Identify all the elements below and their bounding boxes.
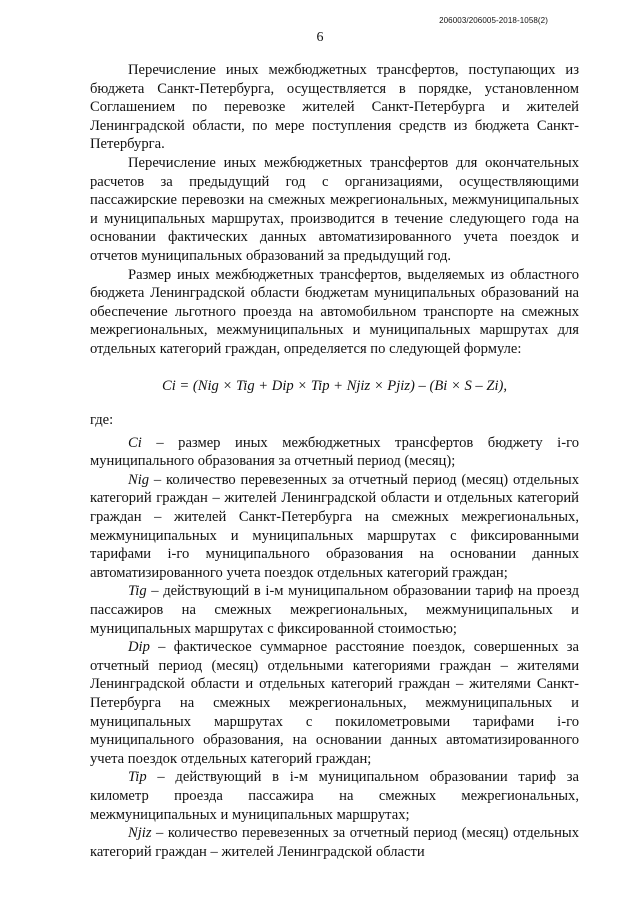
definition-ci xyxy=(90,434,579,471)
definition-dip xyxy=(90,638,579,768)
page-number: 6 xyxy=(316,30,324,45)
document-body xyxy=(90,61,579,861)
definition-tip xyxy=(90,768,579,824)
paragraph-transfer-order: Перечисление иных межбюджетных трансфертов, поступающих из бюджета Санкт-Петербурга, осуществляется в порядке, установленном Соглашением по перевозке жителей Санкт-Петербурга и жителей Ленинградской области, по мере поступления средств из бюджета Санкт-Петербурга. xyxy=(90,62,579,153)
definition-njiz xyxy=(90,824,579,861)
definition-text: – действующий в i-м муниципальном образовании тариф на проезд пассажиров на смежных межрегиональных, межмуниципальных и муниципальных маршрутах с фиксированной стоимостью; xyxy=(90,583,579,637)
definition-text: – действующий в i-м муниципальном образовании тариф за километр проезда пассажира на смежных межрегиональных, межмуниципальных и муниципальных маршрутах; xyxy=(90,769,579,823)
paragraph-final-settlement: Перечисление иных межбюджетных трансфертов для окончательных расчетов за предыдущий год с организациями, осуществляющими пассажирские перевозки на смежных межрегиональных, межмуниципальных и муниципальных маршрутах, производится в течение следующего года на основании фактических данных автоматизированного учета поездок и отчетов муниципальных образований за предыдущий год. xyxy=(90,154,579,264)
definition-term: Njiz xyxy=(128,825,152,842)
definition-term: Tip xyxy=(128,769,147,786)
definition-term: Dip xyxy=(128,639,150,656)
definition-nig xyxy=(90,471,579,583)
document-number: 206003/206005-2018-1058(2) xyxy=(439,16,548,25)
definition-term: Nig xyxy=(128,471,150,488)
definition-term: Tig xyxy=(128,583,147,600)
definition-text: – фактическое суммарное расстояние поездок, совершенных за отчетный период (месяц) отдельными категориями граждан – жителями Ленинградской области и отдельных категорий граждан – жителями Санкт-Петербурга на смежных межрегиональных, межмуниципальных и муниципальных маршрутах с покилометровыми тарифами i-го муниципального образования, на основании данных автоматизированного учета поездок отдельных категорий граждан; xyxy=(90,639,579,767)
definition-term: Ci xyxy=(128,434,142,451)
where-label: где: xyxy=(90,412,114,429)
definition-text: – количество перевезенных за отчетный период (месяц) отдельных категорий граждан – жителей Ленинградской области xyxy=(90,825,579,860)
definition-text: – количество перевезенных за отчетный период (месяц) отдельных категорий граждан – жителей Ленинградской области и отдельных категорий граждан – жителей Санкт-Петербурга на смежных межрегиональных, межмуниципальных и муниципальных маршрутах с фиксированными тарифами i-го муниципального образования на основании данных автоматизированного учета поездок отдельных категорий граждан; xyxy=(90,471,579,581)
definition-tig xyxy=(90,582,579,638)
definition-text: – размер иных межбюджетных трансфертов бюджету i-го муниципального образования за отчетный период (месяц); xyxy=(90,434,579,470)
paragraph-transfer-size: Размер иных межбюджетных трансфертов, выделяемых из областного бюджета Ленинградской области бюджетам муниципальных образований на обеспечение льготного проезда на автомобильном транспорте на смежных межрегиональных, межмуниципальных и муниципальных маршрутах для отдельных категорий граждан, определяется по следующей формуле: xyxy=(90,266,579,357)
formula: Ci = (Nig × Tig + Dip × Tip + Njiz × Pjiz) – (Bi × S – Zi), xyxy=(161,377,508,394)
